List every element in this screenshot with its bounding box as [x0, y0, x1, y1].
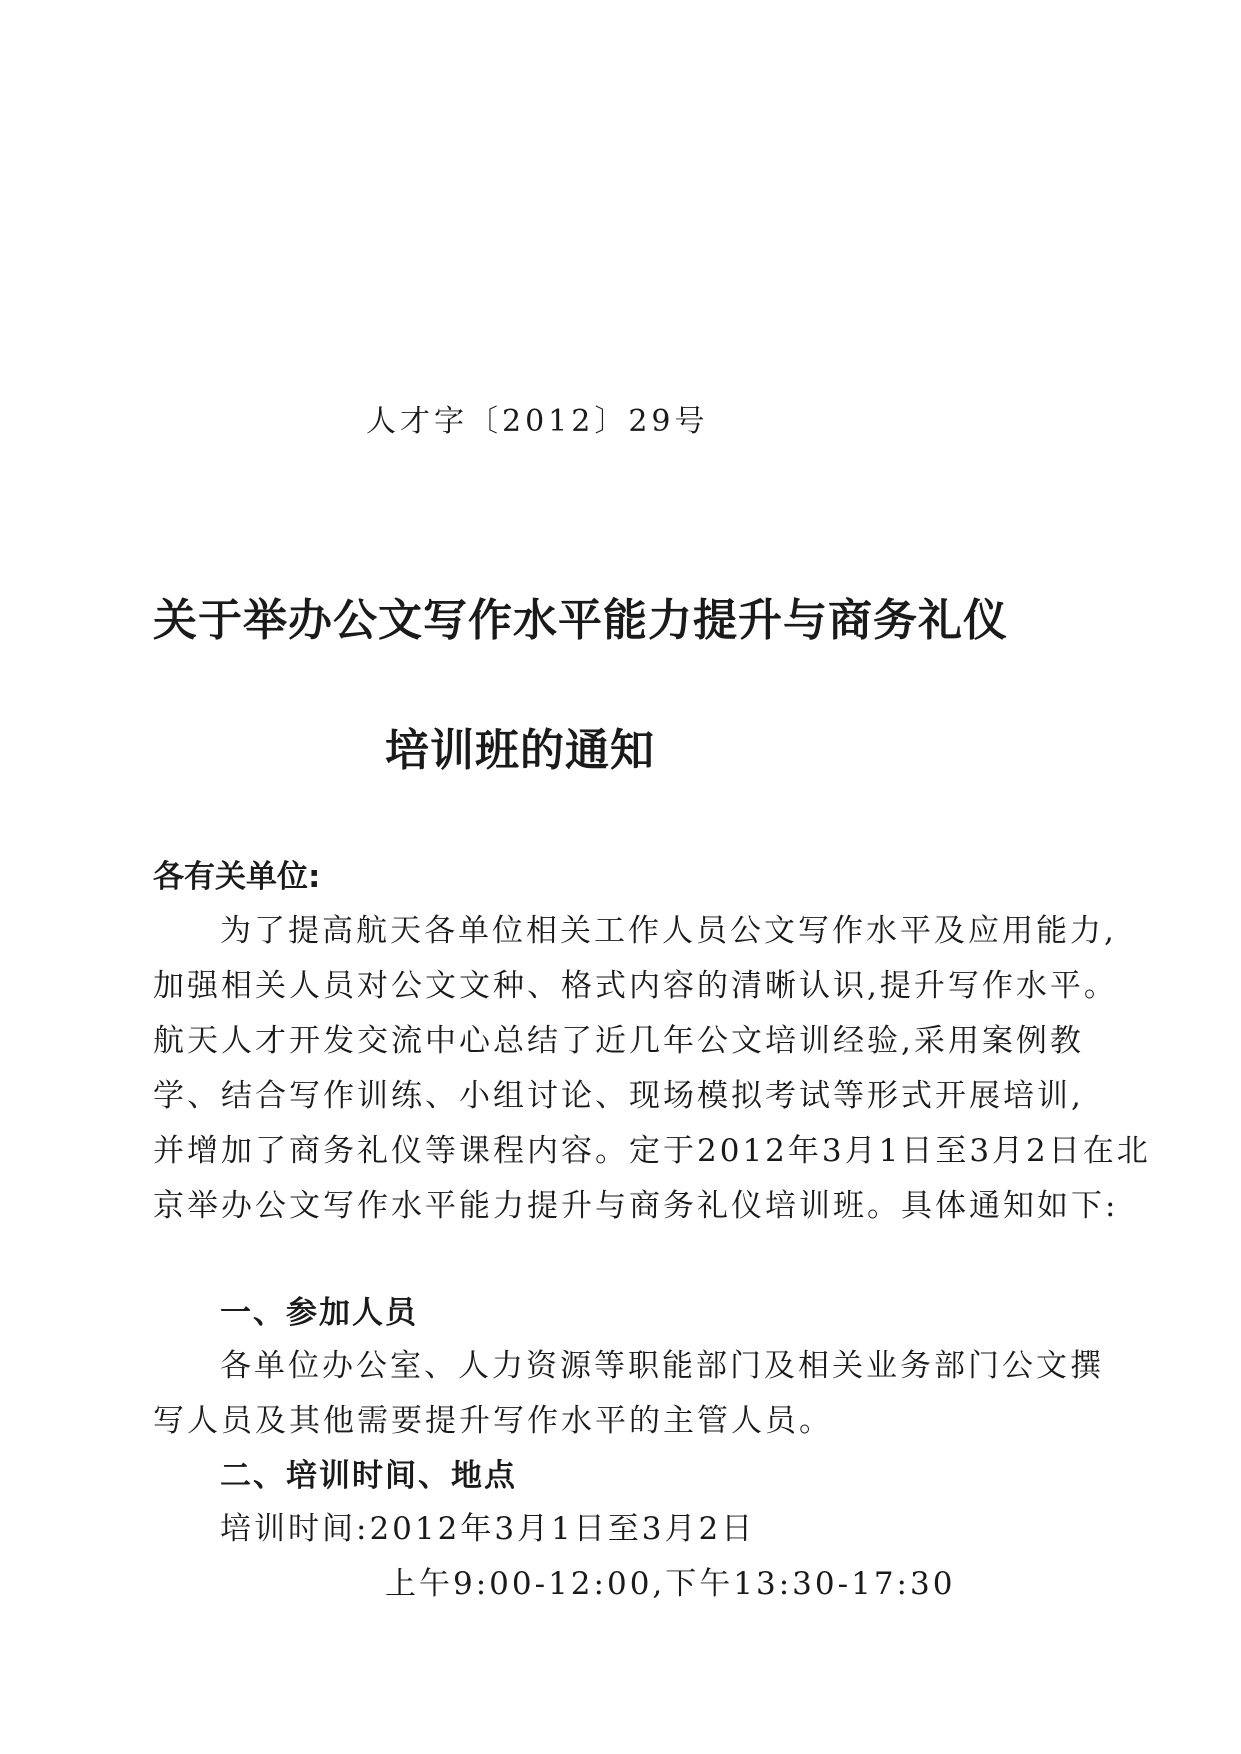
section-text-line: 写人员及其他需要提升写作水平的主管人员。: [153, 1403, 833, 1439]
intro-line: 为了提高航天各单位相关工作人员公文写作水平及应用能力,: [220, 913, 1117, 949]
intro-line: 加强相关人员对公文文种、格式内容的清晰认识,提升写作水平。: [153, 968, 1118, 1004]
intro-line: 学、结合写作训练、小组讨论、现场模拟考试等形式开展培训,: [153, 1078, 1084, 1114]
intro-line: 京举办公文写作水平能力提升与商务礼仪培训班。具体通知如下:: [153, 1188, 1119, 1224]
title-line-1: 关于举办公文写作水平能力提升与商务礼仪: [153, 595, 1008, 646]
intro-line: 航天人才开发交流中心总结了近几年公文培训经验,采用案例教: [153, 1023, 1084, 1059]
training-time: 培训时间:2012年3月1日至3月2日: [220, 1511, 756, 1547]
title-line-2: 培训班的通知: [385, 725, 655, 776]
section-heading-participants: 一、参加人员: [220, 1295, 418, 1331]
section-heading-time-place: 二、培训时间、地点: [220, 1458, 517, 1494]
section-text-line: 各单位办公室、人力资源等职能部门及相关业务部门公文撰: [220, 1348, 1104, 1384]
document-number: 人才字〔2012〕29号: [366, 404, 709, 439]
training-time-detail: 上午9:00-12:00,下午13:30-17:30: [385, 1566, 956, 1602]
intro-line: 并增加了商务礼仪等课程内容。定于2012年3月1日至3月2日在北: [153, 1133, 1151, 1169]
salutation: 各有关单位:: [153, 859, 321, 895]
